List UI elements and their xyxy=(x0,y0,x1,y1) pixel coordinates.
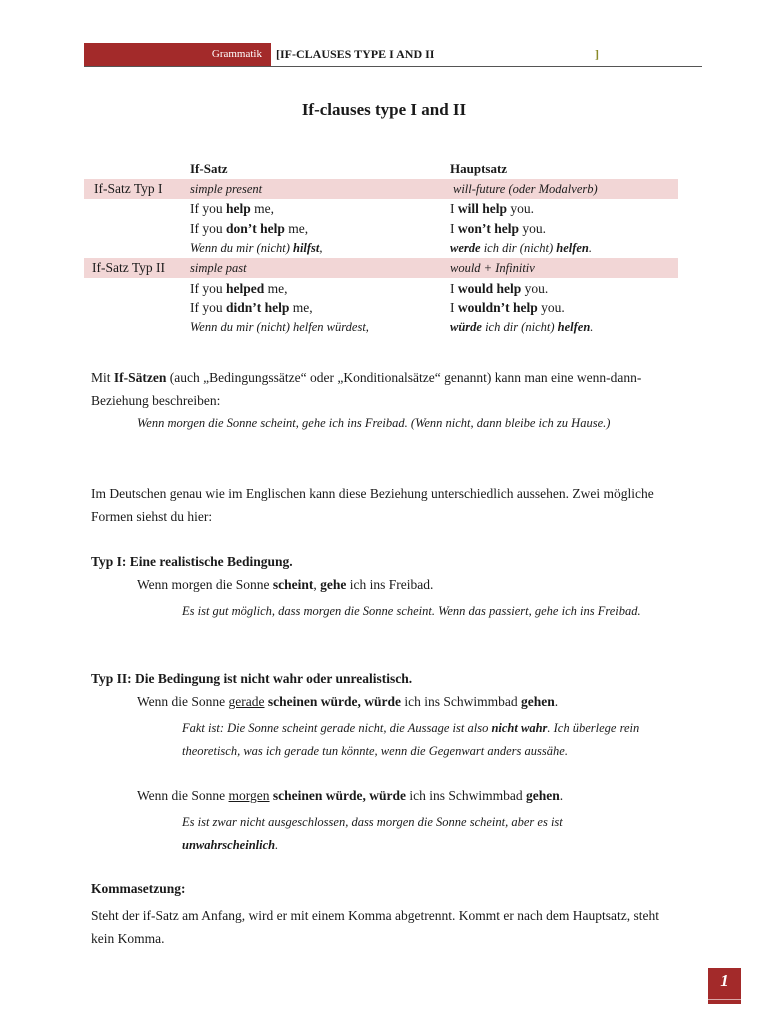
type1-if-row-2: If you don’t help me, xyxy=(190,221,309,236)
type1-main-tense: will-future (oder Modalverb) xyxy=(453,182,598,196)
type2-label: If-Satz Typ II xyxy=(92,260,166,275)
type1-main-row-2: I won’t help you. xyxy=(450,221,547,236)
type1-main-row-3: werde ich dir (nicht) helfen. xyxy=(450,241,593,255)
type1-if-row-1: If you help me, xyxy=(190,201,275,216)
intro-paragraph: Mit If-Sätzen (auch „Bedingungssätze“ oder „Konditionalsätze“ genannt) kann man eine wenn-dann-Beziehung beschreiben: xyxy=(91,370,642,408)
typ1-example: Wenn morgen die Sonne scheint, gehe ich ins Freibad. xyxy=(137,577,434,592)
typ2-example-2: Wenn die Sonne morgen scheinen würde, würde ich ins Schwimmbad gehen. xyxy=(137,788,564,803)
typ2-heading: Typ II: Die Bedingung ist nicht wahr oder unrealistisch. xyxy=(91,671,413,686)
header-rule xyxy=(84,66,702,67)
typ2-note-1: Fakt ist: Die Sonne scheint gerade nicht, die Aussage ist also nicht wahr. Ich überlege rein theoretisch, was ich gerade tun könnte, wenn die Gegenwart anders aussähe. xyxy=(182,721,640,758)
type2-main-tense: would + Infinitiv xyxy=(450,261,535,275)
type1-label: If-Satz Typ I xyxy=(94,181,163,196)
type1-if-tense: simple present xyxy=(190,182,263,196)
type2-main-row-1: I would help you. xyxy=(450,281,549,296)
type2-if-row-1: If you helped me, xyxy=(190,281,288,296)
col-header-hauptsatz: Hauptsatz xyxy=(450,161,508,176)
type1-if-row-3: Wenn du mir (nicht) hilfst, xyxy=(190,241,323,255)
page-number: 1 xyxy=(720,971,729,990)
type2-main-row-2: I wouldn’t help you. xyxy=(450,300,565,315)
header-title-close: ] xyxy=(595,47,599,61)
intro-paragraph-2: Im Deutschen genau wie im Englischen kann diese Beziehung unterschiedlich aussehen. Zwei mögliche Formen siehst du hier: xyxy=(91,486,654,524)
type2-main-row-3: würde ich dir (nicht) helfen. xyxy=(450,320,594,334)
header-label: Grammatik xyxy=(211,48,262,60)
type2-if-row-2: If you didn’t help me, xyxy=(190,300,313,315)
komma-text: Steht der if-Satz am Anfang, wird er mit einem Komma abgetrennt. Kommt er nach dem Hauptsatz, steht kein Komma. xyxy=(91,908,659,946)
page-title: If-clauses type I and II xyxy=(301,100,467,119)
typ2-example-1: Wenn die Sonne gerade scheinen würde, würde ich ins Schwimmbad gehen. xyxy=(137,694,559,709)
intro-example: Wenn morgen die Sonne scheint, gehe ich ins Freibad. (Wenn nicht, dann bleibe ich zu Hause.) xyxy=(137,416,611,430)
page-number-rule xyxy=(708,999,741,1000)
type1-main-row-1: I will help you. xyxy=(450,201,535,216)
type2-row-shade xyxy=(84,258,678,278)
type2-if-row-3: Wenn du mir (nicht) helfen würdest, xyxy=(190,320,369,334)
type2-if-tense: simple past xyxy=(190,261,247,275)
header-title: [IF-CLAUSES TYPE I AND II xyxy=(276,47,435,61)
komma-heading: Kommasetzung: xyxy=(91,881,186,896)
typ2-note-2: Es ist zwar nicht ausgeschlossen, dass morgen die Sonne scheint, aber es ist unwahrscheinlich. xyxy=(182,815,563,852)
typ1-heading: Typ I: Eine realistische Bedingung. xyxy=(91,554,293,569)
typ1-note: Es ist gut möglich, dass morgen die Sonne scheint. Wenn das passiert, gehe ich ins Freibad. xyxy=(182,604,641,618)
col-header-if-satz: If-Satz xyxy=(190,161,228,176)
